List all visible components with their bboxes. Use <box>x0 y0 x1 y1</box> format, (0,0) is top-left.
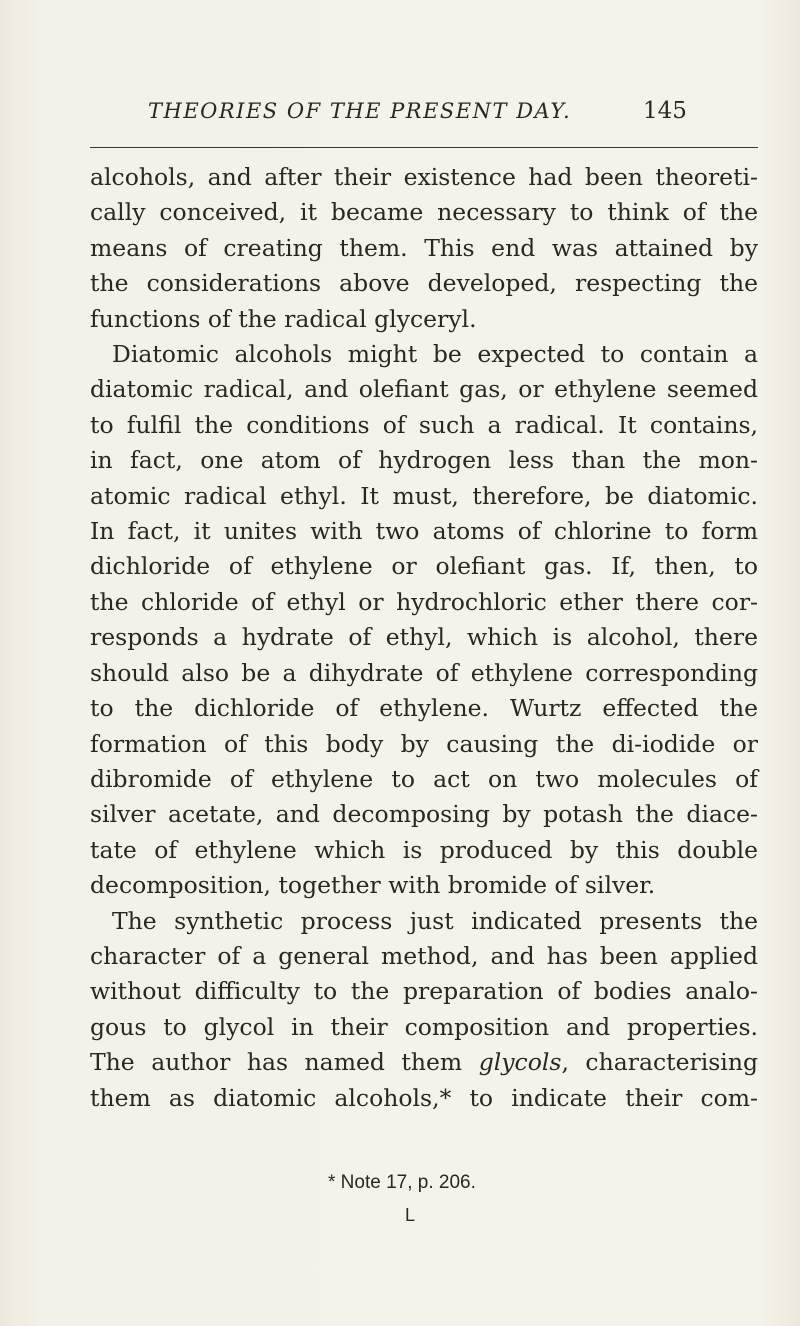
text-line: alcohols, and after their existence had been theoreti- <box>90 163 758 191</box>
text-line: The synthetic process just indicated presents the <box>112 906 758 935</box>
text-line: In fact, it unites with two atoms of chlorine to form <box>90 517 758 546</box>
page-number: 145 <box>643 98 687 124</box>
text-line: gous to glycol in their composition and properties. <box>90 1012 758 1041</box>
text-line: silver acetate, and decomposing by potash the diace- <box>90 800 758 829</box>
text-line: dibromide of ethylene to act on two molecules of <box>90 764 758 793</box>
text-line: functions of the radical glyceryl. <box>90 304 477 333</box>
text-line: decomposition, together with bromide of silver. <box>90 871 656 900</box>
text-line: in fact, one atom of hydrogen less than the mon- <box>90 446 758 475</box>
text-line: Diatomic alcohols might be expected to contain a <box>112 340 758 369</box>
text-line: the chloride of ethyl or hydrochloric ether there cor- <box>90 587 758 616</box>
italic-term: glycols <box>478 1048 562 1077</box>
text-line: means of creating them. This end was attained by <box>90 233 758 262</box>
text-line: diatomic radical, and olefiant gas, or ethylene seemed <box>90 375 758 404</box>
signature-mark: L <box>405 1205 416 1225</box>
text-line: character of a general method, and has been applied <box>90 941 758 970</box>
body-text <box>90 160 758 1116</box>
text-segment: The author has named them <box>90 1048 479 1077</box>
text-line: tate of ethylene which is produced by this double <box>90 835 758 864</box>
text-line: without difficulty to the preparation of bodies analo- <box>90 977 758 1006</box>
text-line: cally conceived, it became necessary to think of the <box>90 198 758 227</box>
text-line: atomic radical ethyl. It must, therefore, be diatomic. <box>90 481 758 510</box>
text-segment: , characterising <box>561 1048 758 1077</box>
text-line: to the dichloride of ethylene. Wurtz effected the <box>90 694 758 723</box>
text-line: the considerations above developed, respecting the <box>90 269 758 298</box>
running-title: THEORIES OF THE PRESENT DAY. <box>148 99 572 123</box>
text-line: formation of this body by causing the di-iodide or <box>90 729 758 758</box>
header-rule <box>90 147 758 148</box>
text-line <box>90 1045 758 1080</box>
text-line: to fulfil the conditions of such a radical. It contains, <box>90 410 758 439</box>
text-line: responds a hydrate of ethyl, which is alcohol, there <box>90 623 758 652</box>
text-line: them as diatomic alcohols,* to indicate their com- <box>90 1083 758 1112</box>
text-line: dichloride of ethylene or olefiant gas. If, then, to <box>90 552 758 581</box>
text-line: should also be a dihydrate of ethylene corresponding <box>90 658 758 687</box>
footnote: * Note 17, p. 206. <box>328 1172 476 1193</box>
